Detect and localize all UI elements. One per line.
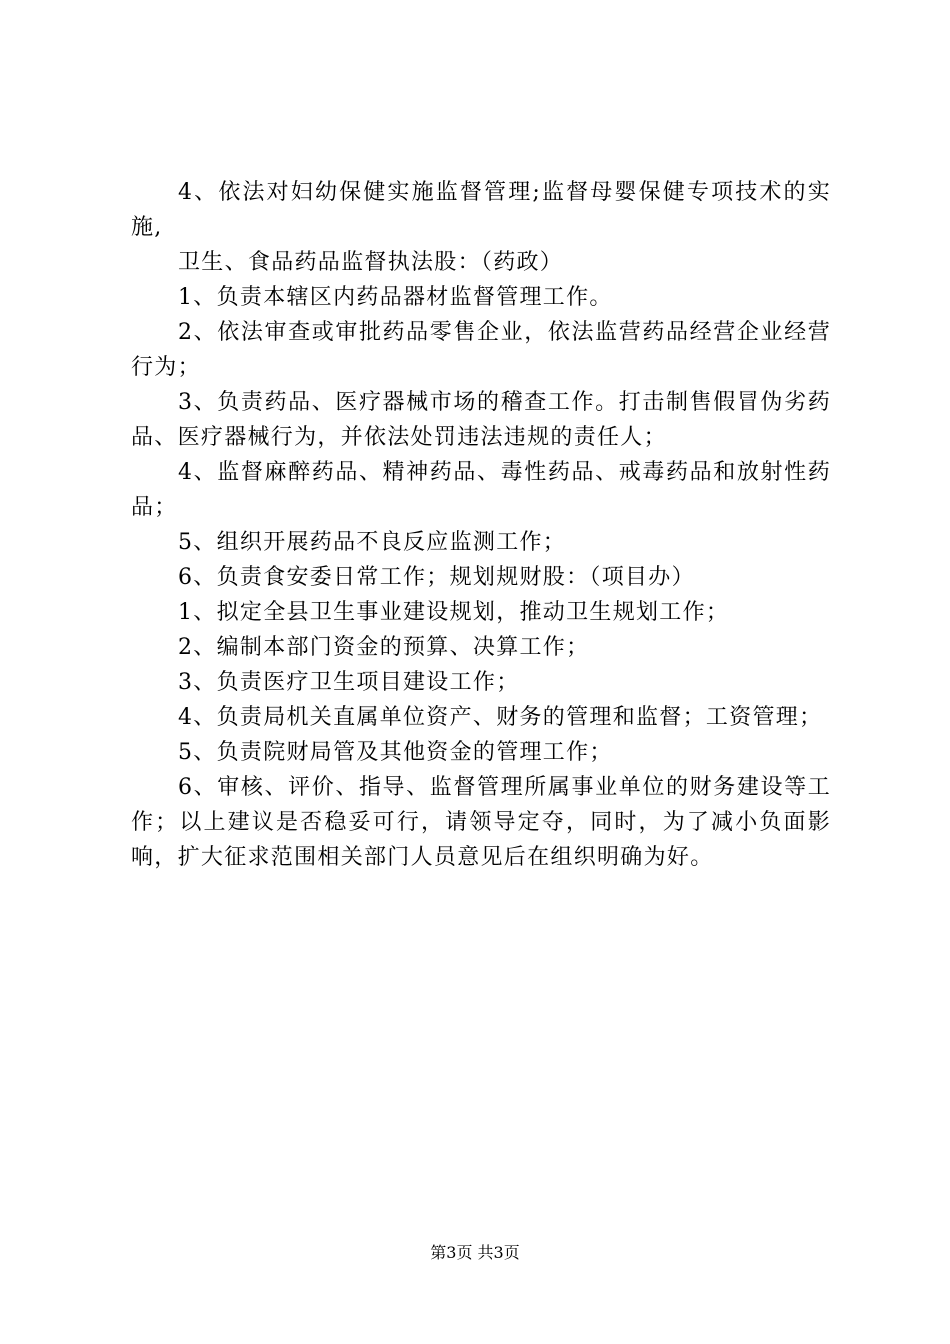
paragraph-3: 1、负责本辖区内药品器材监督管理工作。 <box>178 285 613 310</box>
paragraph-1: 4、依法对妇幼保健实施监督管理;监督母婴保健专项技术的实施, <box>131 180 831 240</box>
paragraph-10: 2、编制本部门资金的预算、决算工作； <box>178 635 590 660</box>
paragraph-13: 5、负责院财局管及其他资金的管理工作； <box>178 740 613 765</box>
paragraph-4: 2、依法审查或审批药品零售企业，依法监营药品经营企业经营行为； <box>131 320 831 380</box>
paragraph-8: 6、负责食安委日常工作；规划规财股：（项目办） <box>178 565 695 590</box>
paragraph-9: 1、拟定全县卫生事业建设规划，推动卫生规划工作； <box>178 600 730 625</box>
page-footer: 第3页 共3页 <box>430 1243 520 1262</box>
paragraph-2: 卫生、食品药品监督执法股：（药政） <box>178 250 564 275</box>
paragraph-11: 3、负责医疗卫生项目建设工作； <box>178 670 520 695</box>
paragraph-12: 4、负责局机关直属单位资产、财务的管理和监督；工资管理； <box>178 705 823 730</box>
paragraph-7: 5、组织开展药品不良反应监测工作； <box>178 530 567 555</box>
paragraph-14: 6、审核、评价、指导、监督管理所属事业单位的财务建设等工作；以上建议是否稳妥可行，请领导定夺，同时，为了减小负面影响，扩大征求范围相关部门人员意见后在组织明确为好。 <box>131 775 831 870</box>
paragraph-5: 3、负责药品、医疗器械市场的稽查工作。打击制售假冒伪劣药品、医疗器械行为，并依法处罚违法违规的责任人； <box>131 390 831 450</box>
paragraph-6: 4、监督麻醉药品、精神药品、毒性药品、戒毒药品和放射性药品； <box>131 460 831 520</box>
document-body <box>131 175 831 875</box>
